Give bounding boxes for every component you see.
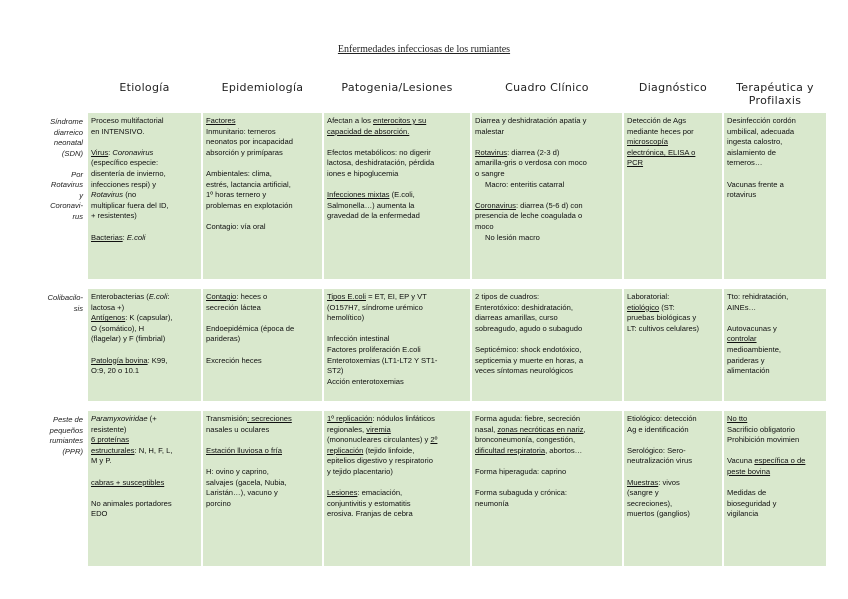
row-label-sdn: Síndrome diarreico neonatal (SDN) Por Rotavirus y Coronavi- rus — [38, 113, 86, 279]
diseases-table — [36, 75, 828, 566]
cell-ppr-epidemiologia: Transmisión: secreciones nasales u oculares Estación lluviosa o fría H: ovino y caprino, salvajes (gacela, Nubia, Laristán…), vacuno y porcino — [203, 411, 322, 566]
cell-ppr-diagnostico: Etiológico: detección Ag e identificación Serológico: Sero- neutralización virus Muestras: vivos (sangre y secreciones), muertos (ganglios) — [624, 411, 722, 566]
header-diagnostico: Diagnóstico — [638, 81, 708, 94]
table-row-ppr — [38, 411, 826, 566]
cell-sdn-patogenia: Afectan a los enterocitos y su capacidad de absorción. Efectos metabólicos: no digerir lactosa, deshidratación, pérdida iones e hipoglucemia Infecciones mixtas (E.coli, Salmonella…) aumenta la gravedad de la enfermedad — [324, 113, 470, 279]
cell-ppr-cuadro-clinico: Forma aguda: fiebre, secreción nasal, zonas necróticas en nariz, bronconeumonía, congestión, dificultad respiratoria, abortos… Forma hiperaguda: caprino Forma subaguda y crónica: neumonía — [472, 411, 622, 566]
cell-colibacilosis-epidemiologia: Contagio: heces o secreción láctea Endoepidémica (época de parideras) Excreción heces — [203, 289, 322, 401]
cell-sdn-terapeutica: Desinfección cordón umbilical, adecuada ingesta calostro, aislamiento de terneros… Vacunas frente a rotavirus — [724, 113, 826, 279]
header-epidemiologia: Epidemiología — [221, 81, 304, 94]
cell-colibacilosis-diagnostico: Laboratorial: etiológico (ST: pruebas biológicas y LT: cultivos celulares) — [624, 289, 722, 401]
cell-ppr-etiologia: Paramyxoviridae (+ resistente) 6 proteínas estructurales: N, H, F, L, M y P. cabras + susceptibles No animales portadores EDO — [88, 411, 201, 566]
corner-cell — [38, 75, 86, 113]
cell-colibacilosis-etiologia: Enterobacterias (E.coli: lactosa +) Antígenos: K (capsular), O (somático), H (flagelar) y F (fimbrial) Patología bovina: K99, O:9, 20 o 10.1 — [88, 289, 201, 401]
header-row — [38, 75, 826, 113]
header-terapeutica: Terapéutica y Profilaxis — [736, 81, 814, 107]
header-etiologia: Etiología — [119, 81, 170, 94]
cell-sdn-etiologia: Proceso multifactorial en INTENSIVO. Virus: Coronavirus (específico especie: disentería de invierno, infecciones respi) y Rotavirus (no multiplicar fuera del ID, + resistentes) Bacterias: E.coli — [88, 113, 201, 279]
row-separator — [38, 401, 826, 411]
cell-ppr-terapeutica: No tto Sacrificio obligatorio Prohibición movimien Vacuna específica o de peste bovina Medidas de bioseguridad y vigilancia — [724, 411, 826, 566]
table-row-sdn — [38, 113, 826, 279]
row-separator — [38, 279, 826, 289]
document-title: Enfermedades infecciosas de los rumiantes — [337, 44, 511, 55]
cell-sdn-epidemiologia: Factores Inmunitario: terneros neonatos por incapacidad absorción y primíparas Ambientales: clima, estrés, lactancia artificial, 1º horas ternero y problemas en explotación Contagio: vía oral — [203, 113, 322, 279]
cell-colibacilosis-terapeutica: Tto: rehidratación, AINEs… Autovacunas y controlar medioambiente, parideras y alimentación — [724, 289, 826, 401]
header-patogenia: Patogenia/Lesiones — [341, 81, 453, 94]
cell-sdn-cuadro-clinico: Diarrea y deshidratación apatía y malestar Rotavirus: diarrea (2-3 d) amarilla-gris o verdosa con moco o sangre Macro: enteritis catarral Coronavirus: diarrea (5-6 d) con presencia de leche coagulada o moco No lesión macro — [472, 113, 622, 279]
header-cuadro-clinico: Cuadro Clínico — [505, 81, 589, 94]
cell-ppr-patogenia: 1º replicación: nódulos linfáticos regionales, viremia (mononucleares circulantes) y 2º replicación (tejido linfoide, epitelios digestivo y respiratorio y tejido placentario) Lesiones: emaciación, conjuntivitis y estomatitis erosiva. Franjas de cebra — [324, 411, 470, 566]
cell-sdn-diagnostico: Detección de Ags mediante heces por microscopía electrónica, ELISA o PCR — [624, 113, 722, 279]
row-label-colibacilosis: Colibacilo- sis — [38, 289, 86, 401]
table-row-colibacilosis — [38, 289, 826, 401]
cell-colibacilosis-patogenia: Tipos E.coli = ET, EI, EP y VT (O157H7, síndrome urémico hemolítico) Infección intestinal Factores proliferación E.coli Enterotoxemias (LT1-LT2 Y ST1- ST2) Acción enterotoxemias — [324, 289, 470, 401]
cell-colibacilosis-cuadro-clinico: 2 tipos de cuadros: Enterotóxico: deshidratación, diarreas amarillas, curso sobreagudo, agudo o subagudo Septicémico: shock endotóxico, septicemia y muerte en horas, a veces síntomas neurológicos — [472, 289, 622, 401]
row-label-ppr: Peste de pequeños rumiantes (PPR) — [38, 411, 86, 566]
